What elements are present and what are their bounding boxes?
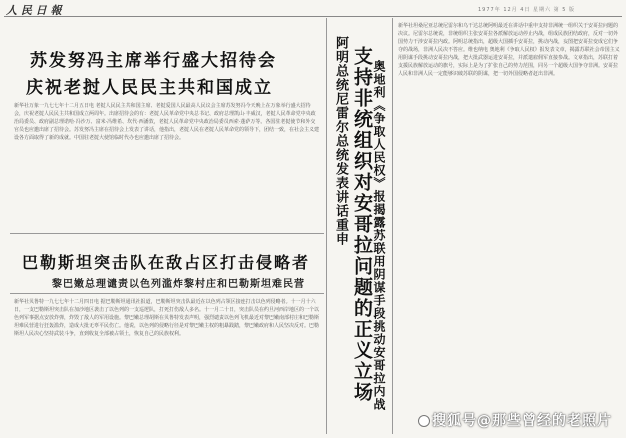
masthead: 人 民 日 報 <box>6 4 62 17</box>
article1-headline-line1: 苏发努冯主席举行盛大招待会 <box>30 51 277 71</box>
article2-headline: 巴勒斯坦突击队在敌占区打击侵略者 <box>22 253 311 272</box>
article3-body: 新华社坦桑尼亚总统尼雷尔和乌干达总统阿明最近在讲话中重申支持非洲统一组织关于安哥拉问题的决议。尼雷尔总统说，非统组织主张安哥拉各派解放运动停止内战，组成民族团结政府，反对一切外国势力干涉安哥拉内政。阿明总统指出，超级大国插手安哥拉，挑动内战，妄图把安哥拉变成它们争夺的战场，非洲人民决不答应。维也纳电 奥地利《争取人民权》报发表文章，揭露苏联社会帝国主义用阴谋手段挑动安哥拉内战，把大批武器运进安哥拉，并派遣雇佣军直接参战。文章指出，苏联打着支援民族解放运动的旗号，实际上是为了扩张自己的势力范围，同另一个超级大国争夺非洲。安哥拉人民和非洲人民一定能够识破苏联的阴谋，把一切外国侵略者赶出非洲。 <box>398 23 620 77</box>
article1-body: 新华社万象一九七七年十二月五日电 老挝人民民主共和国主席、老挝爱国人民最高人民议会主席苏发努冯今天晚上在万象举行盛大招待会，庆祝老挝人民民主共和国成立两周年。出席招待会的有：老挝人民革命党中央总书记、政府总理凯山·丰威汉，老挝人民革命党中央政治局委员、政府副总理诺哈·冯沙万、富米·冯维希、坎代·西潘敦，老挝人民革命党中央政治局委员西索·蓬萨万等。各国驻老挝使节和外交官员也应邀出席了招待会。苏发努冯主席在招待会上发表了讲话，他指出，老挝人民在老挝人民革命党的领导下，团结一致，在社会主义建设各方面取得了新的成就。中国驻老挝大使馆临时代办也应邀出席了招待会。 <box>14 103 320 141</box>
article-divider <box>10 293 324 294</box>
column-divider <box>326 18 327 434</box>
article-divider <box>10 233 324 234</box>
watermark-text: 搜狐号@那些曾经的老照片 <box>432 413 612 429</box>
top-rule <box>4 16 622 17</box>
dateline: 1977年 12月 4日 星期六 第 5 版 <box>478 7 575 13</box>
article3-headline: 阿明总统尼雷尔总统发表讲话重申 <box>333 36 348 246</box>
article3-headline-main: 支持非统组织对安哥拉问题的正义立场 <box>351 46 373 403</box>
article2-body: 新华社贝鲁特一九七七年十二月四日电 据巴勒斯坦通讯社报道，巴勒斯坦突击队最近在以色列占领区接连打击以色列侵略者。十一月十六日，一支巴勒斯坦突击队在加沙地区袭击了以色列的一支巡逻队，打死打伤敌人多名。十一月二十日，突击队员在约旦河西岸地区的一个以色列军事据点安放炸弹，炸毁了敌人的军用设施。黎巴嫩总理胡斯在贝鲁特发表声明，强烈谴责以色列飞机最近对黎巴嫩南部村庄和巴勒斯坦难民营进行狂轰滥炸，造成大批无辜平民伤亡。他说，以色列的侵略行径是对黎巴嫩主权的粗暴践踏，黎巴嫩政府和人民坚决反对。巴勒斯坦人民决心坚持武装斗争，直到收复全部被占领土，恢复自己的民族权利。 <box>14 299 320 337</box>
paw-icon <box>418 415 430 427</box>
article1-headline-line2: 庆祝老挝人民民主共和国成立 <box>26 78 273 98</box>
watermark <box>418 410 612 430</box>
article3-headline-side: 奥地利《争取人民权》报揭露苏联用阴谋手段挑动安哥拉内战 <box>372 60 386 411</box>
article2-subheadline: 黎巴嫩总理谴责以色列滥炸黎村庄和巴勒斯坦难民营 <box>52 279 305 290</box>
column-divider <box>392 18 393 434</box>
